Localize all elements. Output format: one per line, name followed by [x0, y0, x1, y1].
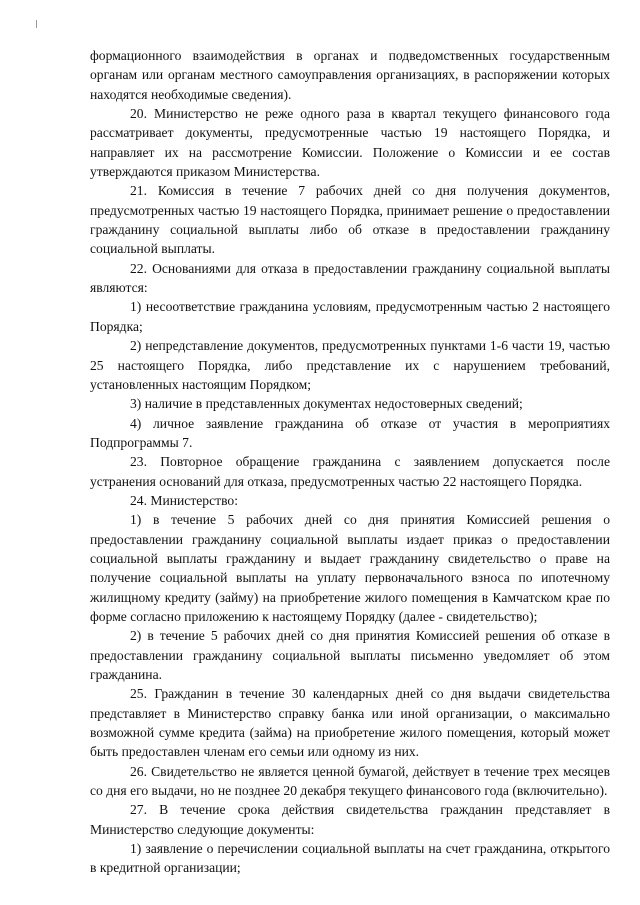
document-body	[90, 46, 610, 878]
paragraph: формационного взаимодействия в органах и подведомственных государственным органам или органам местного самоуправления организациях, в распоряжении которых находятся необходимые сведения).	[90, 48, 610, 102]
paragraph: 1) заявление о перечислении социальной выплаты на счет гражданина, открытого в кредитной организации;	[90, 841, 610, 876]
paragraph: 24. Министерство:	[130, 492, 238, 508]
paragraph: 2) в течение 5 рабочих дней со дня принятия Комиссией решения об отказе в предоставлении гражданину социальной выплаты письменно уведомляет об этом гражданина.	[90, 628, 610, 682]
scan-mark	[36, 20, 37, 28]
paragraph: 2) непредставление документов, предусмотренных пунктами 1-6 части 19, частью 25 настоящего Порядка, либо представление их с нарушением требований, установленных настоящим Порядком;	[90, 338, 610, 392]
paragraph: 25. Гражданин в течение 30 календарных дней со дня выдачи свидетельства представляет в Министерство справку банка или иной организации, о максимально возможной сумме кредита (займа) на приобретение жилого помещения, который может быть предоставлен членам его семьи или одному из них.	[90, 686, 610, 760]
paragraph: 23. Повторное обращение гражданина с заявлением допускается после устранения оснований для отказа, предусмотренных частью 22 настоящего Порядка.	[90, 454, 610, 489]
paragraph: 1) в течение 5 рабочих дней со дня принятия Комиссией решения о предоставлении гражданину социальной выплаты издает приказ о предоставлении социальной выплаты гражданину и выдает гражданину свидетельство о праве на получение социальной выплаты на уплату первоначального взноса по ипотечному жилищному кредиту (займу) на приобретение жилого помещения в Камчатском крае по форме согласно приложению к настоящему Порядку (далее - свидетельство);	[90, 512, 610, 624]
paragraph: 22. Основаниями для отказа в предоставлении гражданину социальной выплаты являются:	[90, 260, 610, 296]
paragraph: 27. В течение срока действия свидетельства гражданин представляет в Министерство следующие документы:	[90, 802, 610, 837]
paragraph: 4) личное заявление гражданина об отказе от участия в мероприятиях Подпрограммы 7.	[90, 415, 610, 450]
paragraph: 21. Комиссия в течение 7 рабочих дней со дня получения документов, предусмотренных частью 19 настоящего Порядка, принимает решение о предоставлении гражданину социальной выплаты либо об отказе в предоставлении гражданину социальной выплаты.	[90, 183, 610, 257]
paragraph: 20. Министерство не реже одного раза в квартал текущего финансового года рассматривает документы, предусмотренные частью 19 настоящего Порядка, и направляет их на рассмотрение Комиссии. Положение о Комиссии и ее состав утверждаются приказом Министерства.	[90, 106, 610, 180]
paragraph: 1) несоответствие гражданина условиям, предусмотренным частью 2 настоящего Порядка;	[90, 299, 610, 334]
paragraph: 3) наличие в представленных документах недостоверных сведений;	[130, 396, 523, 412]
paragraph: 26. Свидетельство не является ценной бумагой, действует в течение трех месяцев со дня его выдачи, но не позднее 20 декабря текущего финансового года (включительно).	[90, 763, 610, 799]
